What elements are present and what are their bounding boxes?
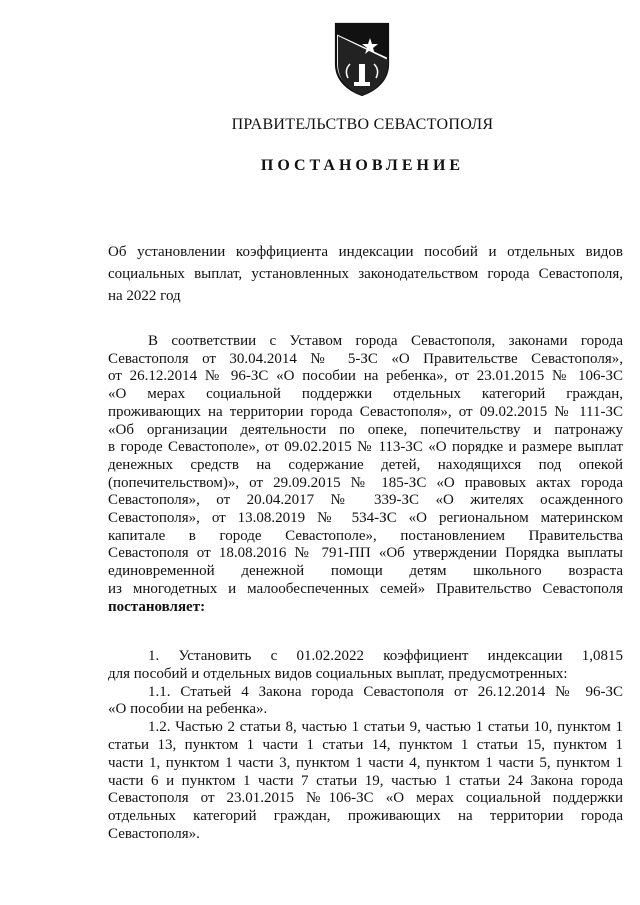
government-title: ПРАВИТЕЛЬСТВО СЕВАСТОПОЛЯ: [231, 116, 494, 133]
item-1-2-line: Севастополя».: [108, 825, 200, 842]
item-1-2-line: 1.2. Частью 2 статьи 8, частью 1 статьи 9, частью 1 статьи 10, пунктом 1: [148, 719, 623, 736]
resolution-items: [108, 648, 623, 844]
preamble-line: Севастополя от 18.08.2016 № 791-ПП «Об утверждении Порядка выплаты: [108, 545, 623, 562]
item-1-2-line: части 1, пунктом 1 части 3, пунктом 1 части 4, пунктом 1 части 5, пунктом 1: [108, 754, 623, 771]
preamble-line: единовременной денежной помощи детям школьного возраста: [108, 563, 623, 580]
preamble-line: из многодетных и малообеспеченных семей» Правительство Севастополя: [108, 580, 623, 597]
preamble-line: Севастополя от 30.04.2014 № 5-ЗС «О Правительстве Севастополя»,: [108, 350, 623, 367]
item-1-2-line: Севастополя от 23.01.2015 №106-ЗС «О мерах социальной поддержки: [108, 790, 623, 807]
item-1-2-line: отдельных категорий граждан, проживающих на территории города: [108, 808, 623, 825]
preamble-line: от 26.12.2014 № 96-ЗС «О пособии на ребенка», от 23.01.2015 № 106-ЗС: [108, 368, 623, 385]
document-type-heading: ПОСТАНОВЛЕНИЕ: [260, 157, 465, 174]
preamble-paragraph: [108, 333, 623, 616]
preamble-line: «О мерах социальной поддержки отдельных категорий граждан,: [108, 386, 623, 403]
preamble-line: капитале в городе Севастополе», постановлением Правительства: [108, 527, 623, 544]
preamble-line: в городе Севастополе», от 09.02.2015 № 113-ЗС «О порядке и размере выплат: [108, 439, 623, 456]
item-1-2-line: статьи 13, пунктом 1 части 1 статьи 14, пунктом 1 статьи 15, пунктом 1: [108, 736, 623, 753]
sevastopol-coat-of-arms-icon: [330, 20, 394, 98]
preamble-line: «Об организации деятельности по опеке, попечительству и патронажу: [108, 421, 623, 438]
preamble-line: Севастополя», от 13.08.2019 № 534-ЗС «О региональном материнском: [108, 510, 623, 527]
preamble-line: проживающих на территории города Севастополя», от 09.02.2015 № 111-ЗС: [108, 403, 623, 420]
item-1-line: для пособий и отдельных видов социальных выплат, предусмотренных:: [108, 665, 568, 682]
subject-line: на 2022 год: [108, 288, 181, 304]
item-1-line: 1. Установить с 01.02.2022 коэффициент индексации 1,0815: [148, 648, 623, 664]
preamble-line: В соответствии с Уставом города Севастополя, законами города: [148, 333, 623, 349]
item-1-2-line: части 6 и пунктом 1 части 7 статьи 19, частью 1 статьи 24 Закона города: [108, 772, 623, 789]
subject-line: Об установлении коэффициента индексации пособий и отдельных видов: [108, 244, 623, 260]
document-subject: [108, 241, 623, 307]
item-1-1-line: «О пособии на ребенка».: [108, 701, 268, 718]
subject-line: социальных выплат, установленных законодательством города Севастополя,: [108, 266, 623, 282]
item-1-1-line: 1.1. Статьей 4 Закона города Севастополя от 26.12.2014 № 96-ЗС: [148, 683, 623, 700]
preamble-line: (попечительством)», от 29.09.2015 № 185-ЗС «О правовых актах города: [108, 474, 623, 491]
preamble-line: денежных средств на содержание детей, находящихся под опекой: [108, 456, 623, 473]
preamble-line: Севастополя», от 20.04.2017 № 339-ЗС «О жителях осажденного: [108, 492, 623, 509]
resolves-word: постановляет:: [108, 598, 206, 615]
